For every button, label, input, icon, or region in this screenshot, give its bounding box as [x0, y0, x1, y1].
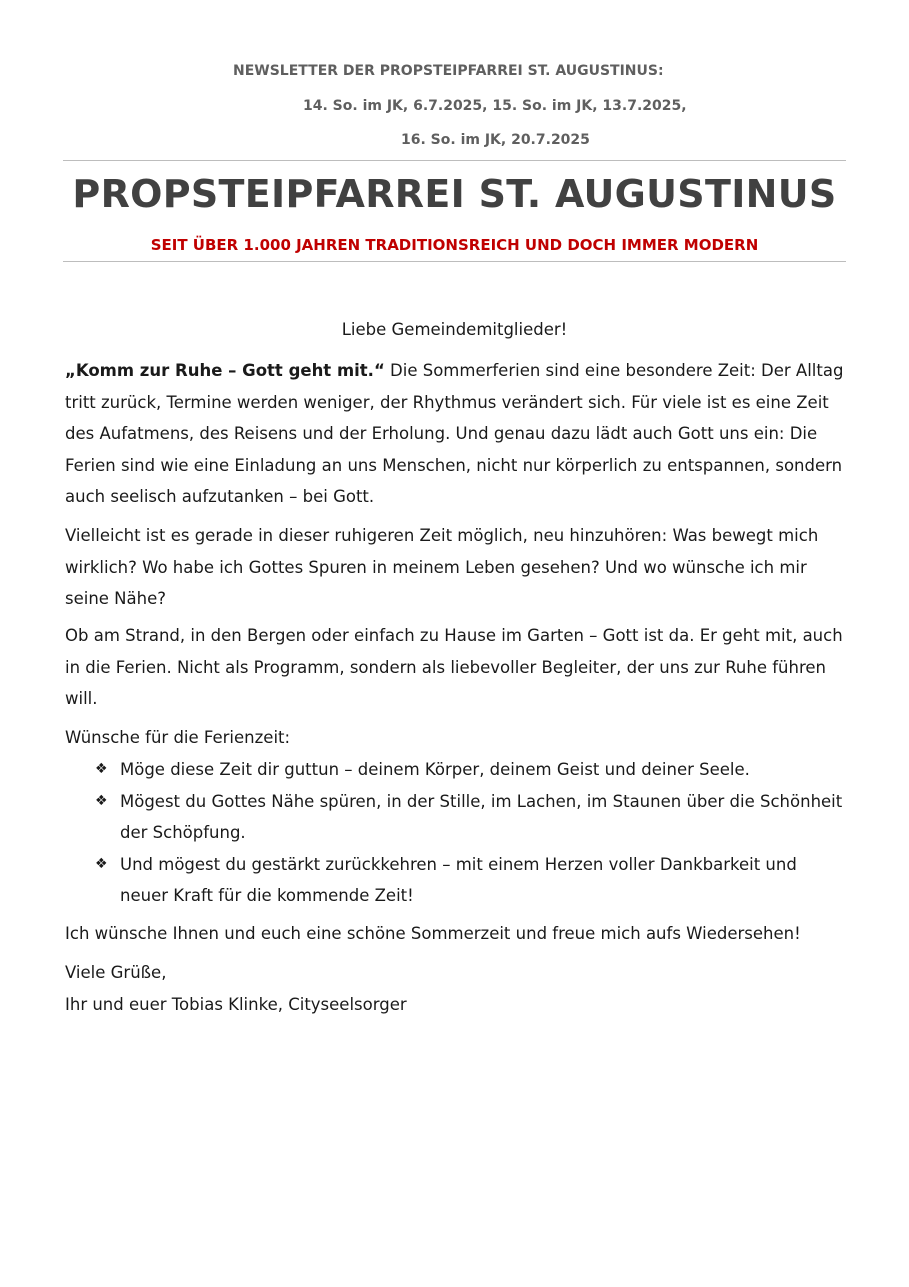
header-divider-bottom: [63, 261, 846, 262]
parish-subtitle: SEIT ÜBER 1.000 JAHREN TRADITIONSREICH UND DOCH IMMER MODERN: [150, 236, 759, 254]
wishes-list: [95, 754, 847, 912]
list-item: [95, 754, 847, 786]
wish-text: Mögest du Gottes Nähe spüren, in der Stille, im Lachen, im Staunen über die Schönheit der Schöpfung.: [120, 791, 843, 842]
wishes-heading: Wünsche für die Ferienzeit:: [65, 728, 291, 747]
diamond-bullet-icon: ❖: [95, 761, 108, 777]
regards-line: Viele Grüße,: [65, 963, 167, 982]
parish-title: PROPSTEIPFARREI ST. AUGUSTINUS: [72, 172, 837, 216]
signature-line: Ihr und euer Tobias Klinke, Cityseelsorger: [65, 994, 407, 1014]
lead-quote: „Komm zur Ruhe – Gott geht mit.“: [65, 361, 385, 380]
header-divider-top: [63, 160, 846, 161]
wish-text: Möge diese Zeit dir guttun – deinem Körper, deinem Geist und deiner Seele.: [120, 760, 750, 779]
list-item: [95, 849, 847, 912]
letter-sign-off: [65, 957, 847, 1020]
letter-closing: Ich wünsche Ihnen und euch eine schöne Sommerzeit und freue mich aufs Wiedersehen!: [65, 924, 801, 943]
letter-paragraph-3: Ob am Strand, in den Bergen oder einfach zu Hause im Garten – Gott ist da. Er geht mit, auch in die Ferien. Nicht als Programm, sondern als liebevoller Begleiter, der uns zur Ruhe führen will.: [65, 626, 843, 708]
diamond-bullet-icon: ❖: [95, 855, 108, 872]
letter-paragraph-2: Vielleicht ist es gerade in dieser ruhigeren Zeit möglich, neu hinzuhören: Was bewegt mich wirklich? Wo habe ich Gottes Spuren in meinem Leben gesehen? Und wo wünsche ich mir seine Nähe?: [65, 526, 819, 608]
newsletter-heading-line-1: NEWSLETTER DER PROPSTEIPFARREI ST. AUGUSTINUS:: [233, 63, 664, 79]
diamond-bullet-icon: ❖: [95, 792, 108, 809]
paragraph-1-text: Die Sommerferien sind eine besondere Zeit: Der Alltag tritt zurück, Termine werden weniger, der Rhythmus verändert sich. Für viele ist es eine Zeit des Aufatmens, des Reisens und der Erholung. Und genau dazu lädt auch Gott uns ein: Die Ferien sind wie eine Einladung an uns Menschen, nicht nur körperlich zu entspannen, sondern auch seelisch aufzutanken – bei Gott.: [65, 361, 844, 506]
newsletter-heading-line-3: 16. So. im JK, 20.7.2025: [401, 132, 590, 148]
list-item: [95, 786, 847, 849]
letter-greeting: Liebe Gemeindemitglieder!: [341, 320, 568, 339]
letter-paragraph-1: [65, 355, 847, 513]
newsletter-heading-line-2: 14. So. im JK, 6.7.2025, 15. So. im JK, 13.7.2025,: [303, 98, 687, 114]
wish-text: Und mögest du gestärkt zurückkehren – mit einem Herzen voller Dankbarkeit und neuer Kraft für die kommende Zeit!: [120, 854, 797, 905]
